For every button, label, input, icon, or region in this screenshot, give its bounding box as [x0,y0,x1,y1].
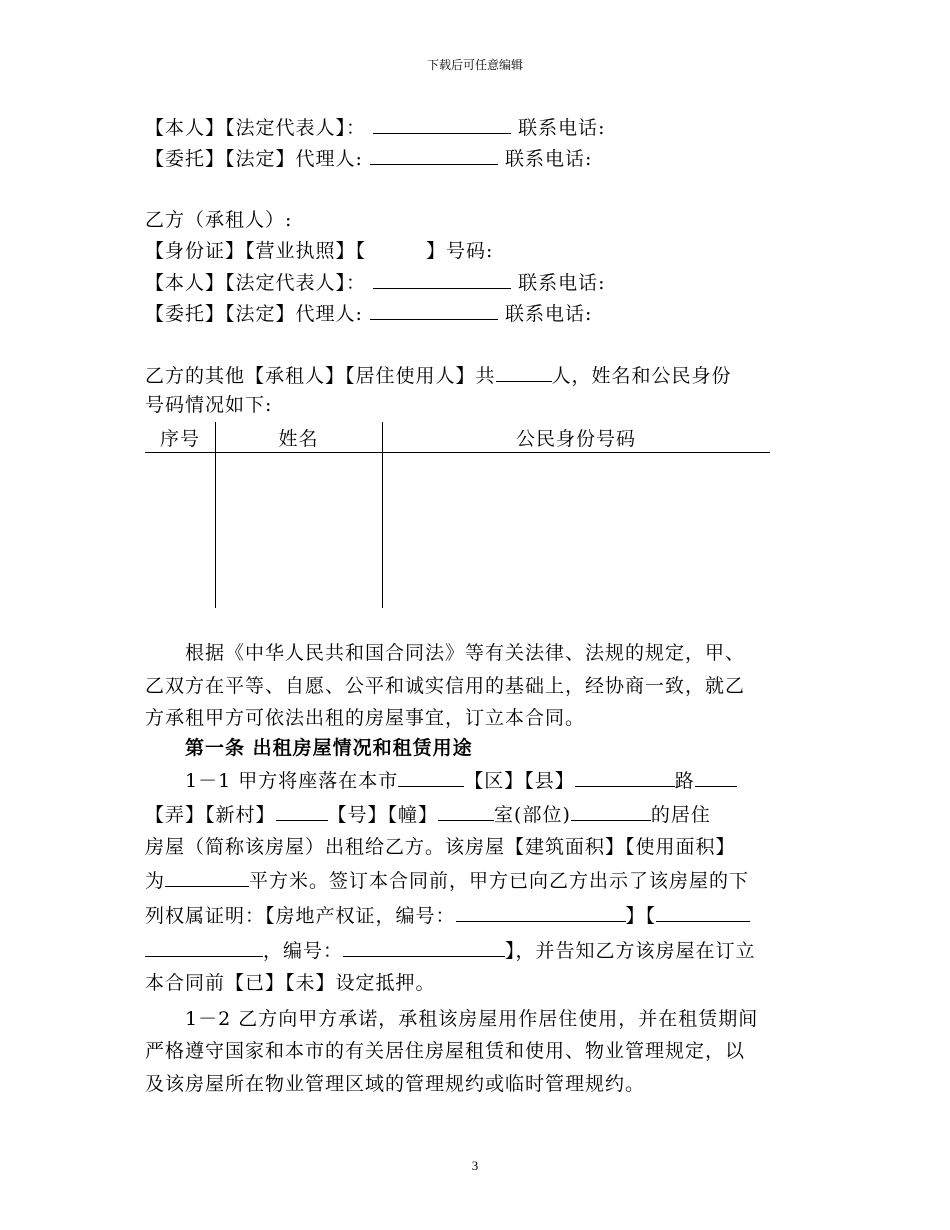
blank-underline [496,363,552,382]
clause-1-1-line: 为 平方米。签订本合同前，甲方已向乙方出示了该房屋的下 [145,870,750,892]
blank-underline [571,802,651,821]
page-number: 3 [471,1158,479,1173]
clause-1-1-line: ，编号： 】，并告知乙方该房屋在订立 [145,938,756,963]
blank-underline [438,802,494,821]
blank-underline [575,768,675,787]
table-col-divider [382,422,383,608]
preamble-line: 根据《中华人民共和国合同法》等有关法律、法规的规定，甲、 [185,642,746,664]
blank-underline [343,938,505,957]
party-a-agent-line: 【委托】【法定】代理人: 联系电话: [145,148,593,170]
table-header-index: 序号 [159,428,200,450]
blank-underline [398,768,464,787]
preamble-line: 乙双方在平等、自愿、公平和诚实信用的基础上，经协商一致，就乙 [145,675,746,697]
table-header-id: 公民身份号码 [515,428,636,450]
party-b-rep-line: 【本人】【法定代表人】： 联系电话: [145,272,606,294]
party-b-id-line: 【身份证】【营业执照】【 】号码: [145,240,494,262]
clause-1-1-line: 【弄】【新村】 【号】【幢】 室(部位) 的居住 [145,804,711,826]
blank-underline [165,868,249,887]
blank-underline [373,115,511,134]
clause-1-1-line: 房屋（简称该房屋）出租给乙方。该房屋【建筑面积】【使用面积】 [145,836,736,858]
others-line-1: 乙方的其他【承租人】【居住使用人】共 人，姓名和公民身份 [145,365,732,387]
blank-underline [656,903,750,922]
clause-1-2-line: 1－2 乙方向甲方承诺，承租该房屋用作居住使用，并在租赁期间 [185,1008,759,1030]
clause-1-2-line: 严格遵守国家和本市的有关居住房屋租赁和使用、物业管理规定，以 [145,1040,746,1062]
blank-underline [370,301,498,320]
preamble-line: 方承租甲方可依法出租的房屋事宜，订立本合同。 [145,707,586,729]
clause-1-1-line: 本合同前【已】【未】设定抵押。 [145,972,436,994]
clause-1-1-line: 列权属证明：【房地产权证，编号： 】【 [145,903,750,928]
blank-underline [695,768,737,787]
table-header-rule [145,452,770,453]
article-1-title: 第一条 出租房屋情况和租赁用途 [185,737,473,759]
party-b-agent-line: 【委托】【法定】代理人: 联系电话: [145,303,593,325]
page-header: 下载后可任意编辑 [426,58,523,72]
blank-underline [145,938,263,957]
blank-underline [370,146,498,165]
clause-1-2-line: 及该房屋所在物业管理区域的管理规约或临时管理规约。 [145,1073,646,1095]
clause-1-1-line: 1－1 甲方将座落在本市 【区】【县】 路 [145,768,737,793]
others-line-2: 号码情况如下: [145,394,273,416]
party-b-title: 乙方（承租人）: [145,209,293,231]
table-col-divider [215,422,216,608]
blank-underline [456,903,626,922]
occupants-table [145,420,770,610]
blank-underline [373,270,511,289]
table-header-name: 姓名 [278,428,319,450]
blank-underline [276,802,328,821]
party-a-rep-line: 【本人】【法定代表人】： 联系电话: [145,117,606,139]
